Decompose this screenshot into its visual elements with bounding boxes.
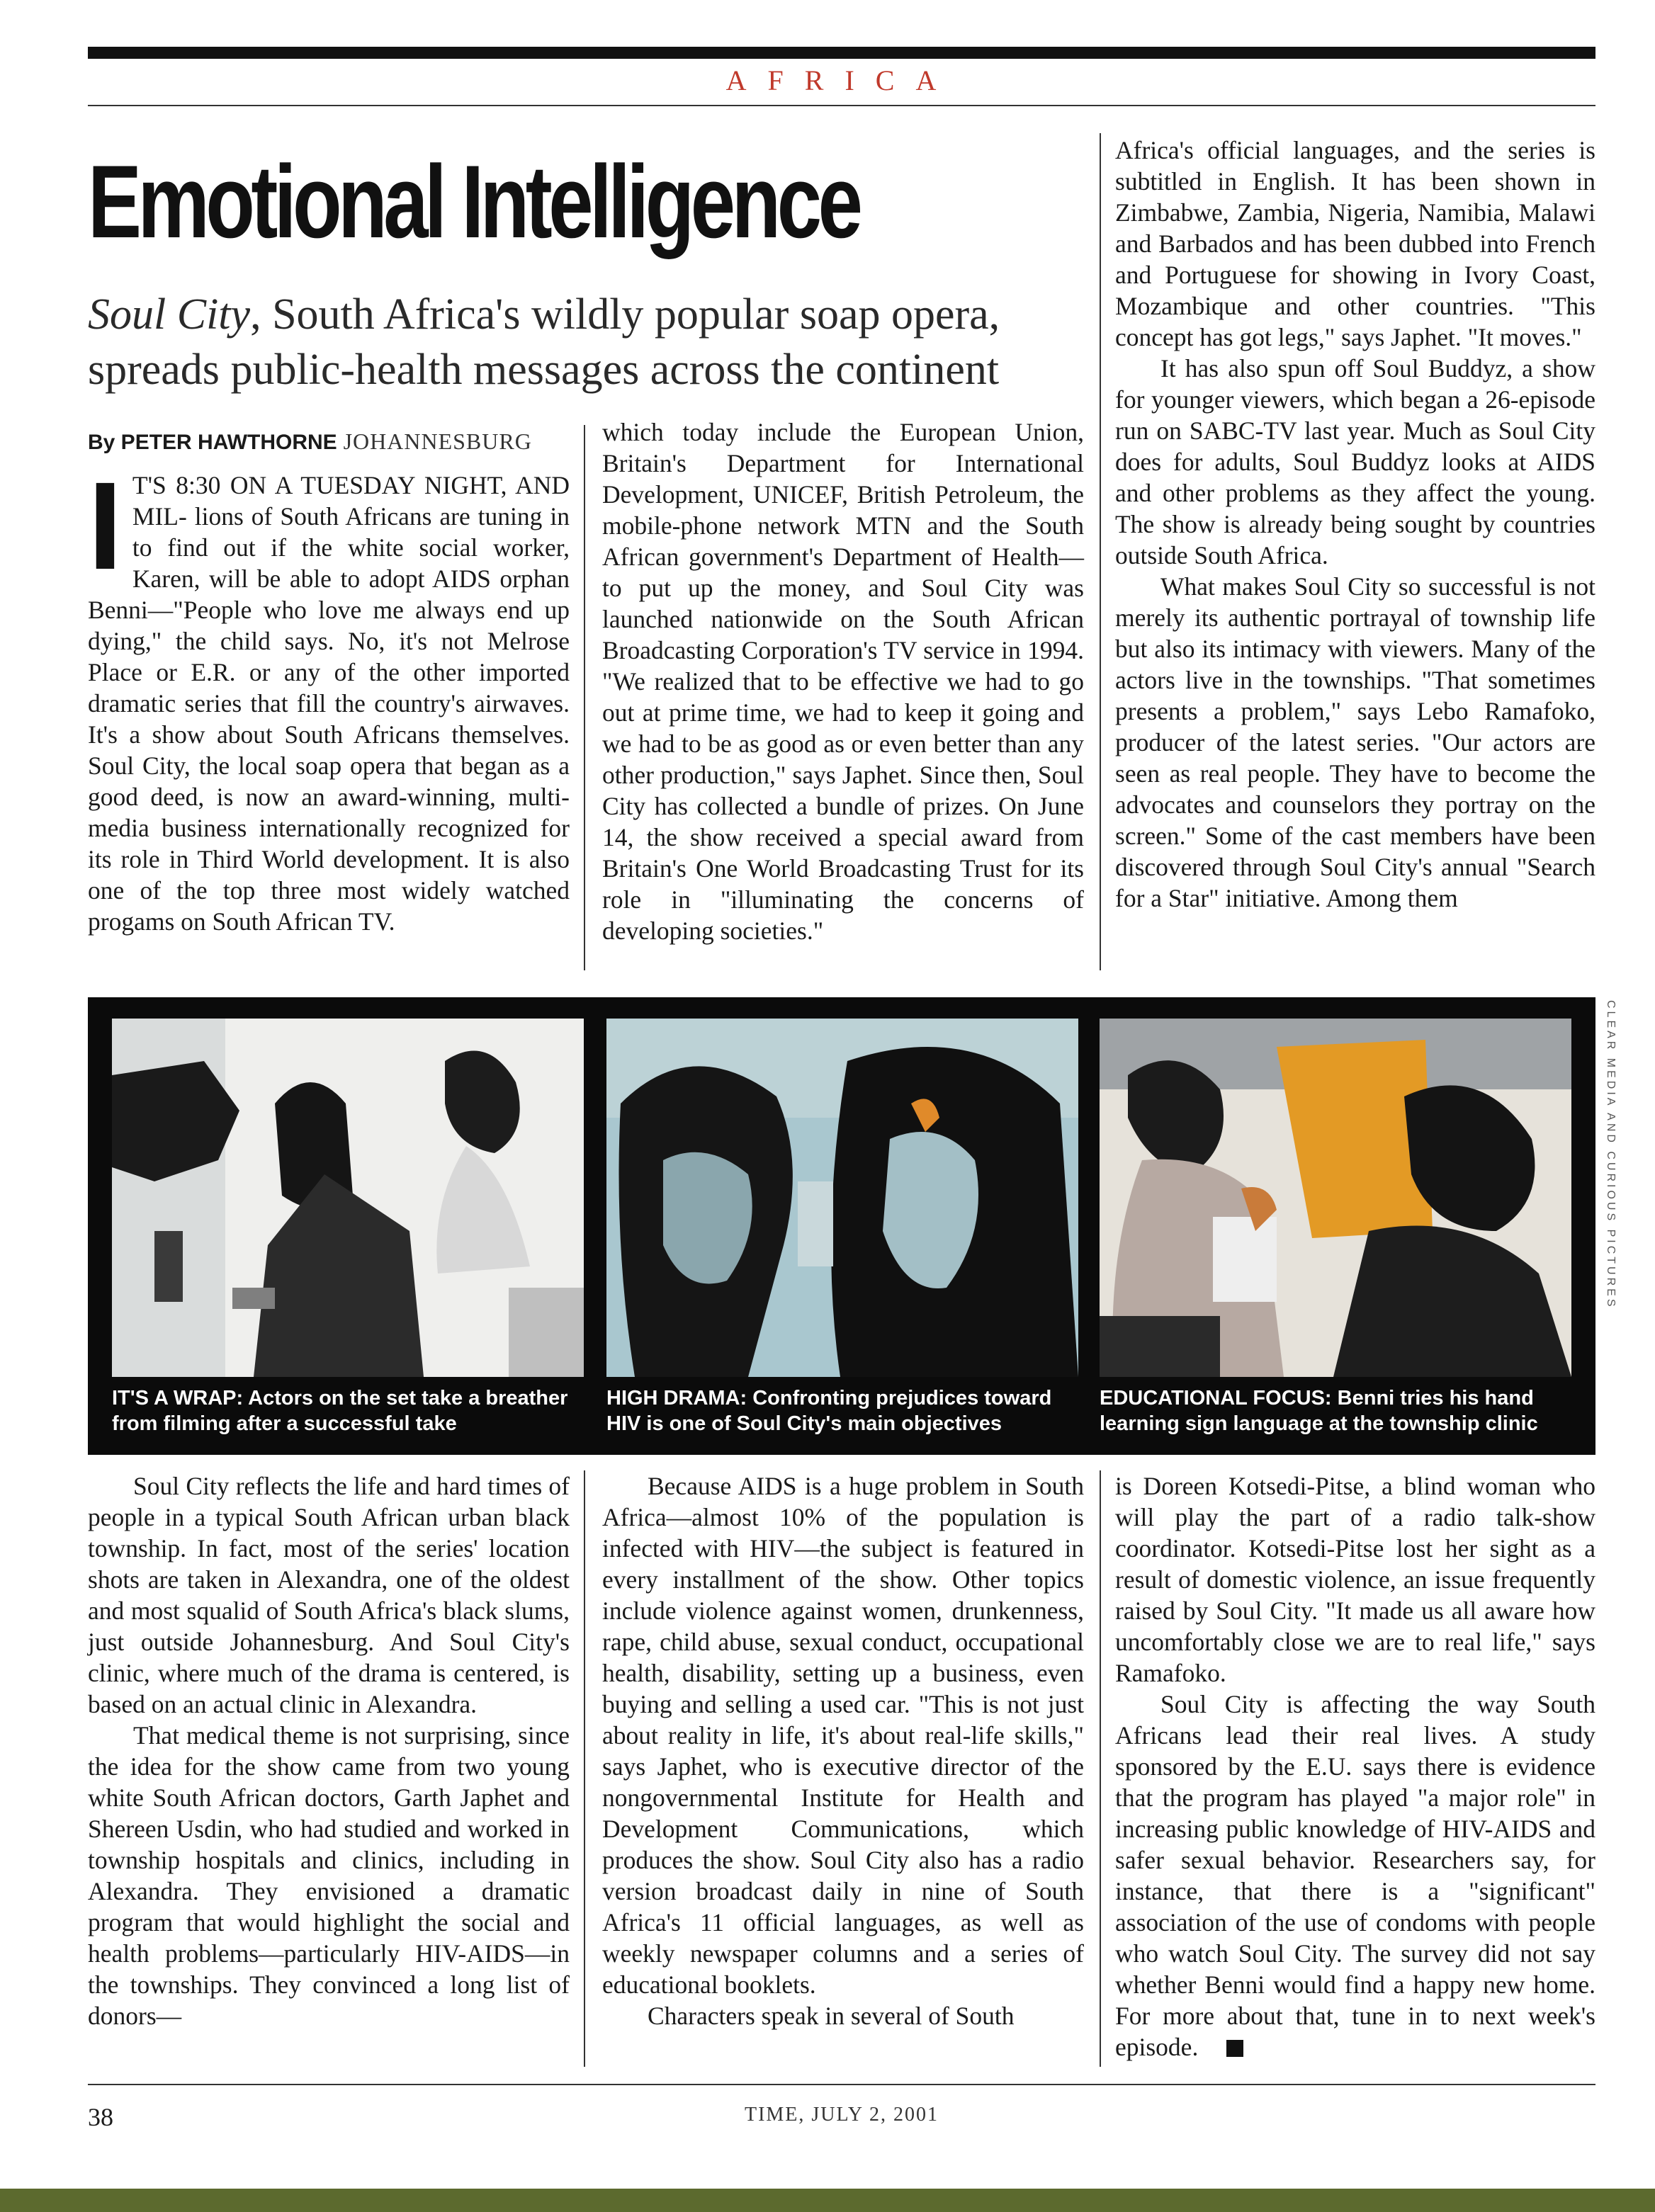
photo-educational-focus [1100, 1019, 1571, 1377]
footer-publication: TIME, JULY 2, 2001 [744, 2104, 939, 2126]
lead-caps: T'S 8:30 ON A TUESDAY NIGHT, AND MIL- [132, 471, 570, 531]
caption-lead: EDUCATIONAL FOCUS: [1100, 1387, 1332, 1410]
photo-caption-1 [112, 1385, 594, 1436]
column-divider [584, 425, 585, 970]
column-divider [1100, 133, 1101, 970]
article-text: Soul City reflects the life and hard times of people in a typical South African urban black township. In fact, most of the series' location shots are taken in Alexandra, one of the oldest and most squalid of South Africa's black slums, just outside Johannesburg. And Soul City's clinic, where much of the drama is centered, is based on an actual clinic in Alexandra. [88, 1472, 570, 1718]
article-text: Africa's official languages, and the series is subtitled in English. It has been shown in Zimbabwe, Zambia, Nigeria, Namibia, Malawi and Barbados and has been dubbed into French and Portuguese for showing in Ivory Coast, Mozambique and other countries. "This concept has got legs," says Japhet. "It moves." [1115, 136, 1595, 351]
caption-text: Benni tries his hand learning sign language at the township clinic [1100, 1387, 1538, 1435]
photo-credit: CLEAR MEDIA AND CURIOUS PICTURES [1605, 1000, 1617, 1310]
subhead-text: , South Africa's wildly popular soap opera, spreads public-health messages across the continent [88, 290, 1000, 394]
article-text: Because AIDS is a huge problem in South Africa—almost 10% of the population is infected with HIV—the subject is featured in every installment of the show. Other topics include violence against women, drunkenness, rape, child abuse, sexual conduct, occupational health, disability, setting up a business, even buying and selling a used car. "This is not just about reality in life, it's about real-life skills," says Japhet, who is executive director of the nongovernmental Institute for Health and Development Communications, which produces the show. Soul City also has a radio version broadcast daily in nine of South Africa's 11 official languages, as well as weekly newspaper columns and a series of educational booklets. [602, 1472, 1084, 1999]
caption-text: Actors on the set take a breather from filming after a successful take [112, 1387, 568, 1435]
page-number: 38 [88, 2103, 113, 2131]
headline: Emotional Intelligence [88, 144, 859, 259]
column-2-top [602, 416, 1084, 946]
column-divider [1100, 1470, 1101, 2067]
article-text: which today include the European Union, Britain's Department for International Development, UNICEF, British Petroleum, the mobile-phone network MTN and the South African government's Department of Health—to put up the money, and Soul City was launched nationwide on the South African Broadcasting Corporation's TV service in 1994. "We realized that to be effective we had to go out at prime time, we had to keep it going and we had to be as good as or even better than any other production," says Japhet. Since then, Soul City has collected a bundle of prizes. On June 14, the show received a special award from Britain's One World Broadcasting Trust for its role in "illuminating the concerns of developing societies." [602, 418, 1084, 945]
photo-caption-3 [1100, 1385, 1581, 1436]
photo-strip [88, 997, 1595, 1455]
bottom-band [0, 2189, 1655, 2212]
article-text: Soul City is affecting the way South Africans lead their real lives. A study sponsored by the E.U. says there is evidence that the program has played "a major role" in increasing public knowledge of HIV-AIDS and safer sexual behavior. Researchers say, for instance, that there is a "significant" association of the use of condoms with people who watch Soul City. The survey did not say whether Benni would find a happy new home. For more about that, tune in to next week's episode. [1115, 1690, 1595, 2061]
caption-lead: HIGH DRAMA: [606, 1387, 747, 1410]
column-2-bottom [602, 1470, 1084, 2031]
column-3-top [1115, 135, 1595, 914]
photo-on-set [112, 1019, 584, 1377]
article-text: lions of South Africans are tuning in to find out if the white social worker, Karen, will be able to adopt AIDS orphan Benni—"People who love me always end up dying," the child says. No, it's not Melrose Place or E.R. or any of the other imported dramatic series that fill the country's airwaves. It's a show about South Africans themselves. Soul City, the local soap opera that began as a good deed, is now an award-winning, multi-media business internationally recognized for its role in Third World development. It is also one of the top three most widely watched progams on South African TV. [88, 502, 570, 936]
section-label: AFRICA [725, 64, 958, 96]
end-mark [1226, 2040, 1243, 2057]
photo-caption-2 [606, 1385, 1088, 1436]
article-text: is Doreen Kotsedi-Pitse, a blind woman who will play the part of a radio talk-show coordinator. Kotsedi-Pitse lost her sight as a result of domestic violence, an issue frequently raised by Soul City. "It made us all aware how uncomfortably close we are to real life," says Ramafoko. [1115, 1472, 1595, 1687]
caption-text: Confronting prejudices toward HIV is one of Soul City's main objectives [606, 1387, 1052, 1435]
column-1-bottom [88, 1470, 570, 2031]
caption-lead: IT'S A WRAP: [112, 1387, 244, 1410]
section-rule [88, 105, 1595, 106]
article-text-final [1115, 1689, 1595, 2063]
column-divider [584, 1470, 585, 2067]
article-text: That medical theme is not surprising, since the idea for the show came from two young white South African doctors, Garth Japhet and Shereen Usdin, who had studied and worked in township hospitals and clinics, including in Alexandra. They envisioned a dramatic program that would highlight the social and health problems—particularly HIV-AIDS—in the townships. They convinced a long list of donors— [88, 1721, 570, 2030]
column-3-bottom [1115, 1470, 1595, 2063]
column-1-top [88, 425, 570, 937]
photo-high-drama [606, 1019, 1078, 1377]
article-text: Characters speak in several of South [648, 2002, 1015, 2030]
drop-cap: I [88, 457, 123, 596]
footer-rule [88, 2084, 1595, 2085]
article-text: It has also spun off Soul Buddyz, a show for younger viewers, which began a 26-episode run on SABC-TV last year. Much as Soul City does for adults, Soul Buddyz looks at AIDS and other problems as they affect the young. The show is already being sought by countries outside South Africa. [1115, 354, 1595, 569]
byline-author: By PETER HAWTHORNE [88, 431, 337, 454]
top-rule [88, 47, 1595, 59]
article-text: What makes Soul City so successful is not merely its authentic portrayal of township life but also its intimacy with viewers. Many of the actors live in the townships. "That sometimes presents a problem," says Lebo Ramafoko, producer of the latest series. "Our actors are seen as real people. They have to become the advocates and counselors they portray on the screen." Some of the cast members have been discovered through Soul City's annual "Search for a Star" initiative. Among them [1115, 572, 1595, 912]
subhead [88, 287, 1094, 397]
byline-city: JOHANNESBURG [343, 429, 532, 454]
subhead-title: Soul City [88, 290, 251, 339]
